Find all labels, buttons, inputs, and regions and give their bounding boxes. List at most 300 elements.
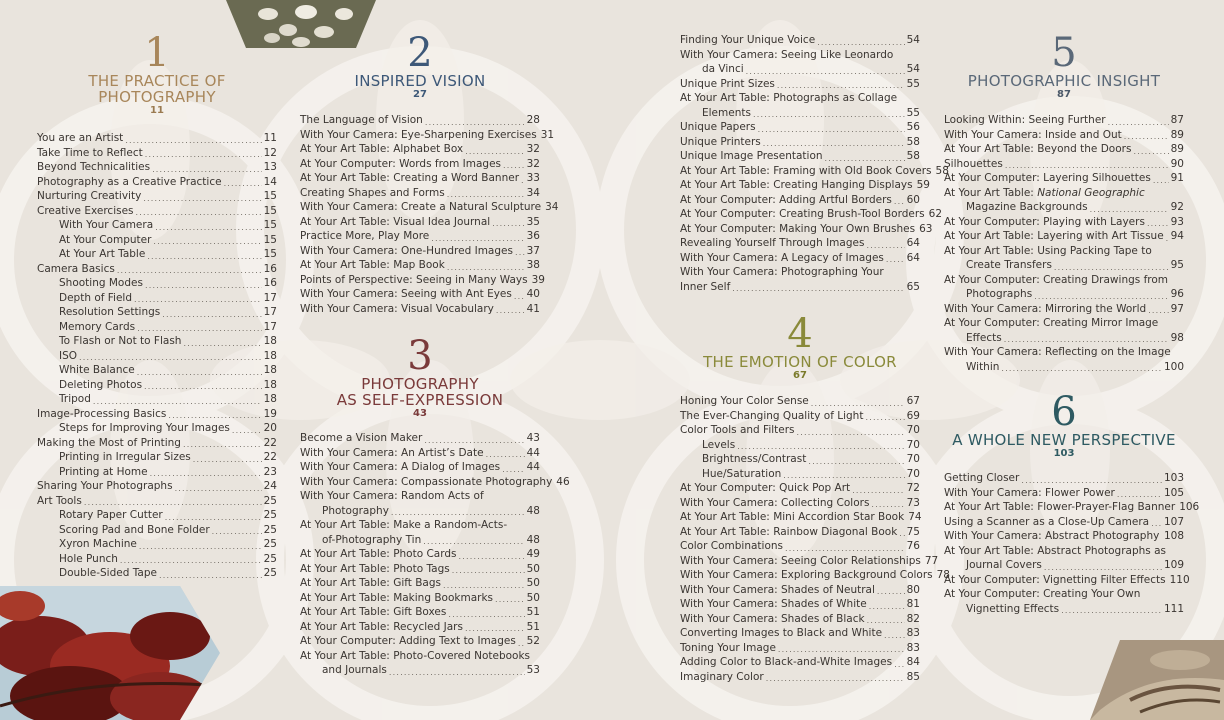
toc-entry-title: Memory Cards [59, 320, 136, 333]
toc-entry-page: 108 [1163, 530, 1184, 542]
toc-entry-page: 96 [1170, 288, 1184, 300]
toc-entry[interactable] [300, 186, 540, 201]
toc-entry-title: At Your Art Table: Framing with Old Book Covers [680, 164, 932, 177]
toc-entry-page: 69 [906, 409, 920, 422]
toc-entry[interactable] [680, 164, 949, 179]
toc-entry[interactable] [944, 258, 1184, 273]
toc-entry[interactable] [680, 265, 920, 280]
toc-entry-title: At Your Computer: Words from Images [300, 157, 502, 170]
toc-entry-page: 89 [1170, 143, 1184, 155]
toc-entry[interactable] [300, 576, 540, 591]
toc-entry-page: 78 [936, 569, 950, 581]
toc-entry[interactable] [37, 175, 277, 190]
toc-entry-title: Hue/Saturation [702, 467, 782, 480]
toc-entry[interactable] [37, 233, 277, 248]
toc-entry-page: 16 [263, 262, 277, 275]
toc-entry[interactable] [680, 149, 920, 164]
dot-leader [492, 218, 524, 229]
dot-leader [737, 441, 904, 452]
toc-entry-title: At Your Art Table: Map Book [300, 259, 445, 271]
toc-entry[interactable] [944, 587, 1184, 602]
toc-entry[interactable] [37, 479, 277, 494]
toc-entry-title: Sharing Your Photographs [37, 480, 173, 492]
toc-entry-page: 25 [263, 552, 277, 565]
toc-entry-page: 74 [908, 511, 922, 523]
toc-entry-page: 90 [1170, 157, 1184, 170]
toc-entry-page: 17 [263, 320, 277, 333]
toc-entry-title: The Language of Vision [300, 114, 423, 126]
toc-entry[interactable] [680, 423, 920, 438]
toc-entry-title: Unique Papers [680, 121, 756, 133]
dot-leader [145, 280, 262, 291]
dot-leader [515, 247, 525, 258]
toc-entry[interactable] [680, 510, 920, 525]
toc-entry[interactable] [680, 539, 920, 554]
toc-entry[interactable] [300, 171, 540, 186]
toc-entry[interactable] [944, 142, 1184, 157]
toc-entry[interactable] [300, 200, 559, 215]
toc-entry-title: Photographs [966, 288, 1033, 300]
toc-column-4 [944, 0, 1200, 616]
toc-entry-page: 36 [526, 230, 540, 242]
toc-entry[interactable] [944, 529, 1184, 544]
chapter-page: 11 [150, 105, 164, 116]
toc-entry-title: At Your Art Table: Mini Accordion Star Book [680, 511, 905, 523]
toc-entry[interactable] [680, 251, 920, 266]
chapter-number: 3 [407, 333, 433, 379]
toc-entry-page: 20 [263, 422, 277, 434]
toc-entry[interactable] [300, 431, 540, 446]
dot-leader [1166, 233, 1169, 244]
toc-entry[interactable] [37, 392, 277, 407]
toc-entry[interactable] [680, 236, 920, 251]
toc-entry[interactable] [37, 204, 277, 219]
toc-entry-title: Color Combinations [680, 540, 783, 552]
dot-leader [120, 555, 262, 566]
toc-entry-title: Rotary Paper Cutter [59, 509, 163, 521]
toc-entry-title: Toning Your Image [680, 641, 776, 654]
dot-leader [877, 586, 905, 597]
toc-entry[interactable] [944, 157, 1184, 172]
toc-entry[interactable] [944, 471, 1184, 486]
toc-entry-title: With Your Camera: A Legacy of Images [680, 251, 884, 264]
toc-entry-title: At Your Art Table: Photo Cards [300, 548, 457, 560]
toc-entry-title: With Your Camera: Compassionate Photography [300, 475, 553, 488]
toc-entry[interactable] [37, 508, 277, 523]
toc-entry-title: Printing at Home [59, 465, 148, 478]
toc-entry-title: With Your Camera: Eye-Sharpening Exercises [300, 128, 537, 141]
dot-leader [193, 454, 262, 465]
toc-entry-page: 34 [526, 186, 540, 199]
toc-entry-page: 18 [263, 393, 277, 405]
toc-entry-title: Revealing Yourself Through Images [680, 237, 865, 249]
dot-leader [389, 667, 525, 678]
toc-entry-title: At Your Computer: Making Your Own Brushes [680, 222, 916, 235]
toc-entry[interactable] [300, 302, 540, 317]
toc-entry[interactable] [37, 436, 277, 451]
toc-entry[interactable] [37, 523, 277, 538]
toc-entry[interactable] [300, 215, 540, 230]
toc-entry[interactable] [680, 626, 920, 641]
toc-entry-page: 87 [1170, 114, 1184, 126]
dot-leader [503, 160, 525, 171]
toc-entry[interactable] [944, 128, 1184, 143]
toc-entry-page: 39 [531, 273, 545, 286]
toc-entry-page: 109 [1163, 559, 1184, 571]
toc-entry[interactable] [37, 494, 277, 509]
toc-entry[interactable] [944, 486, 1184, 501]
dot-leader [746, 66, 905, 77]
toc-entry[interactable] [680, 467, 920, 482]
toc-entry[interactable] [300, 142, 540, 157]
dot-leader [79, 352, 262, 363]
toc-entry-page: 18 [263, 349, 277, 362]
dot-leader [518, 638, 525, 649]
toc-entry[interactable] [300, 518, 540, 533]
toc-entry[interactable] [37, 407, 277, 422]
toc-entry-title: With Your Camera: An Artist’s Date [300, 446, 484, 459]
toc-entry[interactable] [37, 363, 277, 378]
dot-leader [1151, 518, 1162, 529]
dot-leader [502, 464, 524, 475]
toc-entry-title: ISO [59, 349, 78, 362]
toc-entry[interactable] [300, 504, 540, 519]
toc-entry[interactable] [680, 193, 920, 208]
dot-leader [852, 485, 905, 496]
toc-entry-page: 100 [1163, 360, 1184, 373]
toc-entry[interactable] [944, 573, 1190, 588]
toc-entry[interactable] [300, 489, 540, 504]
toc-entry-title: To Flash or Not to Flash [59, 335, 182, 347]
toc-entry-page: 51 [526, 606, 540, 618]
toc-entry[interactable] [944, 171, 1184, 186]
toc-entry[interactable] [680, 438, 920, 453]
toc-entry-page: 52 [526, 635, 540, 647]
dot-leader [871, 499, 904, 510]
dot-leader [117, 265, 262, 276]
toc-entry-page: 82 [906, 612, 920, 625]
toc-entry-title: Shooting Modes [59, 277, 143, 289]
toc-entry-title: At Your Art Table: Photo-Covered Notebooks [300, 649, 531, 662]
toc-entry[interactable] [680, 554, 939, 569]
toc-entry-page: 16 [263, 277, 277, 289]
toc-entry-page: 95 [1170, 259, 1184, 271]
toc-entry[interactable] [300, 287, 540, 302]
red-leaves-photo [0, 586, 220, 720]
toc-entry-page: 70 [906, 453, 920, 465]
toc-entry[interactable] [944, 558, 1184, 573]
toc-entry-title: You are an Artist [37, 132, 124, 144]
toc-entry-page: 64 [906, 251, 920, 264]
dot-leader [1061, 605, 1162, 616]
toc-entry-title: Using a Scanner as a Close-Up Camera [944, 515, 1150, 528]
toc-entry[interactable] [680, 178, 930, 193]
toc-entry[interactable] [300, 128, 555, 143]
toc-entry[interactable] [37, 247, 277, 262]
toc-entry-page: 94 [1170, 230, 1184, 242]
toc-entry-title: Photography [322, 504, 389, 517]
toc-entry[interactable] [37, 189, 277, 204]
toc-entry[interactable] [680, 496, 920, 511]
toc-entry[interactable] [680, 77, 920, 92]
toc-entry-page: 13 [263, 161, 277, 173]
toc-column-1 [37, 0, 277, 581]
toc-entry[interactable] [944, 602, 1184, 617]
toc-entry[interactable] [37, 537, 277, 552]
toc-entry[interactable] [300, 663, 540, 678]
dot-leader [884, 630, 905, 641]
toc-entry-title: At Your Art Table: Gift Bags [300, 577, 441, 589]
toc-column-3 [680, 0, 950, 684]
toc-entry[interactable] [944, 302, 1184, 317]
toc-entry[interactable] [300, 244, 540, 259]
toc-entry[interactable] [300, 591, 540, 606]
toc-entry[interactable] [300, 157, 540, 172]
toc-entry[interactable] [300, 649, 540, 664]
dot-leader [143, 193, 261, 204]
toc-entry[interactable] [944, 345, 1184, 360]
toc-entry-page: 54 [906, 34, 920, 46]
toc-entry[interactable] [300, 605, 540, 620]
toc-entry-title: With Your Camera: Collecting Colors [680, 496, 870, 509]
toc-entry[interactable] [37, 218, 277, 233]
dot-leader [783, 470, 904, 481]
toc-entry[interactable] [300, 634, 540, 649]
toc-entry-title: Brightness/Contrast [702, 453, 807, 465]
toc-entry-title: Levels [702, 438, 736, 451]
dot-leader [1148, 305, 1168, 316]
dot-leader [486, 449, 525, 460]
toc-entry[interactable] [300, 258, 540, 273]
toc-entry-title: With Your Camera: Seeing with Ant Eyes [300, 288, 512, 300]
toc-entry[interactable] [37, 305, 277, 320]
toc-entry-title: At Your Art Table: Layering with Art Tissue [944, 230, 1164, 242]
chapter-number: 2 [407, 30, 433, 76]
toc-entry-title: Effects [966, 331, 1002, 344]
toc-entry-page: 22 [263, 451, 277, 463]
toc-entry[interactable] [300, 273, 545, 288]
toc-entry-title: Beyond Technicalities [37, 161, 151, 173]
toc-entry-title: Honing Your Color Sense [680, 395, 809, 407]
toc-entry[interactable] [37, 349, 277, 364]
toc-entry-title: With Your Camera: Mirroring the World [944, 302, 1147, 315]
toc-entry[interactable] [37, 131, 277, 146]
toc-entry[interactable] [37, 421, 277, 436]
toc-entry-title: Imaginary Color [680, 670, 764, 683]
dot-leader [150, 468, 262, 479]
toc-entry-title: Finding Your Unique Voice [680, 34, 816, 46]
toc-entry[interactable] [300, 562, 540, 577]
toc-entry-title: Deleting Photos [59, 378, 143, 391]
toc-entry-page: 41 [526, 302, 540, 315]
toc-entry-title: With Your Camera: Shades of Neutral [680, 583, 875, 596]
toc-entry[interactable] [37, 320, 277, 335]
toc-entry[interactable] [300, 446, 540, 461]
toc-entry-title: The Ever-Changing Quality of Light [680, 409, 864, 422]
toc-entry[interactable] [37, 291, 277, 306]
toc-entry[interactable] [680, 612, 920, 627]
chapter-1-header [37, 30, 277, 117]
toc-entry-page: 48 [526, 533, 540, 546]
toc-entry[interactable] [680, 655, 920, 670]
toc-entry[interactable] [944, 215, 1184, 230]
toc-entry[interactable] [680, 120, 920, 135]
toc-entry-title: Creative Exercises [37, 204, 134, 217]
toc-entry-title: Unique Print Sizes [680, 77, 775, 90]
toc-entry[interactable] [300, 475, 570, 490]
toc-entry-page: 15 [263, 219, 277, 231]
toc-entry[interactable] [37, 465, 277, 480]
toc-entry-title: At Your Computer: Creating Mirror Image [944, 317, 1159, 329]
toc-entry[interactable] [37, 146, 277, 161]
toc-entry-title: Converting Images to Black and White [680, 627, 883, 639]
toc-entry[interactable] [37, 566, 277, 581]
toc-entry-title: At Your Art Table: Beyond the Doors [944, 143, 1132, 155]
toc-entry-title: At Your Computer [59, 233, 152, 246]
toc-entry[interactable] [944, 186, 1184, 201]
dot-leader [1021, 475, 1162, 486]
dot-leader [431, 233, 524, 244]
toc-entry-page: 25 [263, 523, 277, 536]
toc-entry[interactable] [680, 33, 920, 48]
toc-entry-page: 18 [263, 335, 277, 347]
dot-leader [93, 396, 262, 407]
dot-leader [495, 594, 525, 605]
toc-list [300, 113, 559, 316]
toc-entry[interactable] [300, 113, 540, 128]
toc-entry[interactable] [37, 378, 277, 393]
toc-entry-title: With Your Camera: Seeing Color Relationships [680, 554, 921, 567]
toc-entry-title: Points of Perspective: Seeing in Many Ways [300, 273, 528, 286]
toc-entry[interactable] [37, 276, 277, 291]
toc-entry-page: 17 [263, 306, 277, 318]
toc-entry[interactable] [680, 452, 920, 467]
chapter-title: THE PRACTICE OF PHOTOGRAPHY [88, 72, 226, 106]
toc-entry-title: Unique Printers [680, 135, 761, 148]
dot-leader [808, 456, 904, 467]
dot-leader [162, 309, 261, 320]
toc-entry[interactable] [944, 544, 1184, 559]
toc-entry-page: 49 [526, 548, 540, 560]
toc-entry-page: 32 [526, 143, 540, 155]
toc-entry-title: Elements [702, 106, 751, 119]
chapter-page: 43 [413, 408, 427, 419]
toc-entry[interactable] [944, 244, 1184, 259]
toc-entry[interactable] [680, 62, 920, 77]
toc-entry[interactable] [680, 106, 920, 121]
toc-entry-page: 91 [1170, 172, 1184, 184]
toc-entry[interactable] [944, 316, 1184, 331]
dot-leader [867, 615, 905, 626]
toc-entry[interactable] [680, 583, 920, 598]
toc-entry-page: 84 [906, 656, 920, 668]
toc-entry-title: With Your Camera: Flower Power [944, 486, 1115, 499]
toc-entry[interactable] [680, 568, 950, 583]
toc-entry[interactable] [944, 331, 1184, 346]
toc-entry[interactable] [680, 670, 920, 685]
dot-leader [732, 283, 904, 294]
toc-entry-page: 25 [263, 567, 277, 579]
toc-entry-title: Steps for Improving Your Images [59, 422, 230, 434]
toc-entry-title: Scoring Pad and Bone Folder [59, 523, 210, 536]
toc-entry[interactable] [680, 525, 920, 540]
toc-entry-page: 93 [1170, 215, 1184, 228]
toc-entry-page: 35 [526, 215, 540, 228]
toc-entry[interactable] [944, 500, 1200, 515]
toc-entry[interactable] [680, 280, 920, 295]
toc-entry-page: 38 [526, 259, 540, 271]
dot-leader [1108, 117, 1169, 128]
toc-entry-title: At Your Art Table: [944, 186, 1038, 199]
toc-entry-title: At Your Computer: Adding Artful Borders [680, 193, 892, 206]
toc-entry-title: Tripod [59, 393, 91, 405]
toc-entry-title: At Your Computer: Playing with Layers [944, 215, 1145, 228]
toc-entry[interactable] [37, 160, 277, 175]
toc-entry-page: 103 [1163, 472, 1184, 484]
toc-entry[interactable] [300, 547, 540, 562]
toc-entry-title: Double-Sided Tape [59, 567, 157, 579]
toc-entry[interactable] [680, 48, 920, 63]
toc-entry[interactable] [944, 515, 1184, 530]
toc-entry[interactable] [944, 360, 1184, 375]
dot-leader [137, 323, 262, 334]
toc-entry-page: 43 [526, 432, 540, 444]
toc-entry[interactable] [680, 409, 920, 424]
dot-leader [758, 124, 905, 135]
toc-entry-title: At Your Art Table: Recycled Jars [300, 620, 463, 633]
toc-entry-page: 98 [1170, 331, 1184, 344]
toc-entry[interactable] [300, 533, 540, 548]
toc-entry[interactable] [680, 135, 920, 150]
toc-entry[interactable] [944, 287, 1184, 302]
toc-entry-page: 25 [263, 538, 277, 550]
toc-entry[interactable] [37, 334, 277, 349]
dot-leader [1054, 262, 1169, 273]
toc-entry[interactable] [680, 481, 920, 496]
toc-entry[interactable] [680, 207, 943, 222]
toc-entry[interactable] [944, 273, 1184, 288]
toc-entry[interactable] [300, 460, 540, 475]
dot-leader [825, 153, 905, 164]
toc-entry[interactable] [944, 113, 1184, 128]
toc-entry[interactable] [300, 620, 540, 635]
toc-entry-title: Within [966, 360, 1000, 373]
toc-entry[interactable] [680, 641, 920, 656]
toc-entry-title: of-Photography Tin [322, 533, 422, 546]
toc-entry-page: 80 [906, 583, 920, 596]
toc-entry[interactable] [300, 229, 540, 244]
toc-entry-page: 81 [906, 598, 920, 610]
toc-entry[interactable] [37, 552, 277, 567]
dot-leader [1124, 131, 1169, 142]
toc-entry[interactable] [37, 450, 277, 465]
toc-entry[interactable] [680, 91, 920, 106]
toc-entry-title: Creating Shapes and Forms [300, 186, 445, 199]
toc-entry-page: 23 [263, 465, 277, 478]
toc-entry[interactable] [680, 597, 920, 612]
toc-entry[interactable] [680, 222, 933, 237]
toc-entry[interactable] [944, 200, 1184, 215]
dot-leader [136, 207, 262, 218]
toc-entry[interactable] [944, 229, 1184, 244]
toc-entry-title: At Your Art Table: Gift Boxes [300, 606, 447, 618]
toc-entry[interactable] [680, 394, 920, 409]
toc-entry-page: 25 [263, 494, 277, 507]
toc-entry-title: Inner Self [680, 280, 731, 293]
dot-leader [144, 381, 262, 392]
toc-entry[interactable] [37, 262, 277, 277]
dot-leader [894, 659, 905, 670]
